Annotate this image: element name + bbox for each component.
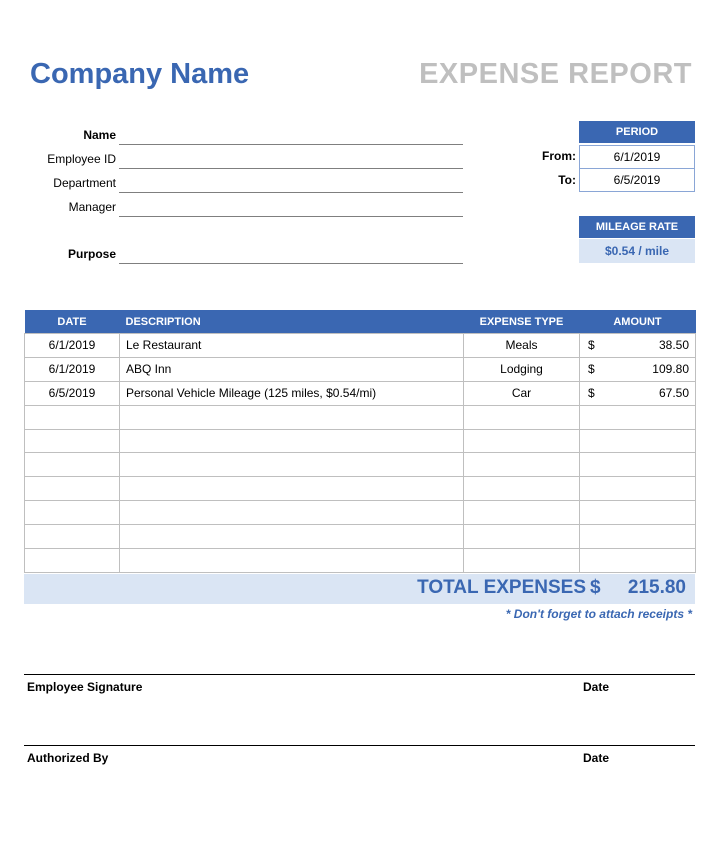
table-header-row xyxy=(25,310,696,334)
description-cell[interactable] xyxy=(120,405,464,429)
expense-type-cell[interactable] xyxy=(464,453,580,477)
description-cell[interactable]: Le Restaurant xyxy=(120,334,464,358)
expense-type-cell[interactable]: Car xyxy=(464,381,580,405)
table-row xyxy=(25,501,696,525)
table-row xyxy=(25,549,696,573)
total-expenses-value: 215.80 xyxy=(627,577,686,598)
amount-cell[interactable] xyxy=(580,549,696,573)
employee-signature-label: Employee Signature xyxy=(27,680,143,694)
description-cell[interactable]: ABQ Inn xyxy=(120,357,464,381)
table-row xyxy=(25,334,696,358)
column-header-expense-type: EXPENSE TYPE xyxy=(464,310,580,334)
description-cell[interactable] xyxy=(120,501,464,525)
period-to-value[interactable]: 6/5/2019 xyxy=(579,168,695,192)
description-cell[interactable] xyxy=(120,429,464,453)
date-cell[interactable] xyxy=(25,429,120,453)
date-cell[interactable] xyxy=(25,453,120,477)
table-row xyxy=(25,405,696,429)
total-currency-symbol: $ xyxy=(590,577,601,598)
period-to-label: To: xyxy=(558,173,576,187)
report-title: EXPENSE REPORT xyxy=(419,58,692,90)
expense-type-cell[interactable]: Meals xyxy=(464,334,580,358)
currency-symbol: $ xyxy=(588,338,595,353)
table-row xyxy=(25,357,696,381)
company-name: Company Name xyxy=(30,58,250,90)
expense-type-cell[interactable]: Lodging xyxy=(464,357,580,381)
description-cell[interactable] xyxy=(120,525,464,549)
column-header-description: DESCRIPTION xyxy=(120,310,464,334)
authorized-by-label: Authorized By xyxy=(27,751,109,765)
description-cell[interactable] xyxy=(120,453,464,477)
employee-signature-line[interactable] xyxy=(24,674,695,675)
date-cell[interactable] xyxy=(25,501,120,525)
date-cell[interactable] xyxy=(25,525,120,549)
mileage-rate-heading: MILEAGE RATE xyxy=(579,216,695,238)
purpose-field[interactable] xyxy=(119,247,463,264)
name-field[interactable] xyxy=(119,128,463,145)
period-from-label: From: xyxy=(542,149,576,163)
date-cell[interactable]: 6/1/2019 xyxy=(25,334,120,358)
date-cell[interactable] xyxy=(25,549,120,573)
table-row xyxy=(25,477,696,501)
expense-type-cell[interactable] xyxy=(464,525,580,549)
table-row xyxy=(25,381,696,405)
date-cell[interactable] xyxy=(25,405,120,429)
description-cell[interactable]: Personal Vehicle Mileage (125 miles, $0.54/mi) xyxy=(120,381,464,405)
date-cell[interactable]: 6/5/2019 xyxy=(25,381,120,405)
table-row xyxy=(25,429,696,453)
department-field[interactable] xyxy=(119,176,463,193)
amount-cell[interactable] xyxy=(580,453,696,477)
period-from-value[interactable]: 6/1/2019 xyxy=(579,145,695,169)
manager-label: Manager xyxy=(68,200,116,214)
receipts-note: * Don't forget to attach receipts * xyxy=(505,607,692,621)
expense-type-cell[interactable] xyxy=(464,405,580,429)
employee-signature-date-label: Date xyxy=(583,680,610,694)
authorized-signature-line[interactable] xyxy=(24,745,695,746)
column-header-amount: AMOUNT xyxy=(580,310,696,334)
amount-cell[interactable] xyxy=(580,381,696,405)
expense-type-cell[interactable] xyxy=(464,477,580,501)
description-cell[interactable] xyxy=(120,549,464,573)
manager-field[interactable] xyxy=(119,200,463,217)
date-cell[interactable]: 6/1/2019 xyxy=(25,357,120,381)
amount-cell[interactable] xyxy=(580,477,696,501)
department-label: Department xyxy=(53,176,116,190)
description-cell[interactable] xyxy=(120,477,464,501)
name-label: Name xyxy=(83,128,116,142)
amount-cell[interactable] xyxy=(580,334,696,358)
table-row xyxy=(25,525,696,549)
employee-id-field[interactable] xyxy=(119,152,463,169)
amount-value: 109.80 xyxy=(652,362,689,377)
currency-symbol: $ xyxy=(588,386,595,401)
period-heading: PERIOD xyxy=(579,121,695,143)
expense-table xyxy=(24,310,696,573)
amount-cell[interactable] xyxy=(580,405,696,429)
table-row xyxy=(25,453,696,477)
column-header-date: DATE xyxy=(25,310,120,334)
amount-cell[interactable] xyxy=(580,357,696,381)
amount-cell[interactable] xyxy=(580,429,696,453)
employee-id-label: Employee ID xyxy=(47,152,116,166)
amount-cell[interactable] xyxy=(580,525,696,549)
date-cell[interactable] xyxy=(25,477,120,501)
expense-type-cell[interactable] xyxy=(464,429,580,453)
currency-symbol: $ xyxy=(588,362,595,377)
amount-cell[interactable] xyxy=(580,501,696,525)
expense-type-cell[interactable] xyxy=(464,501,580,525)
amount-value: 67.50 xyxy=(658,386,689,401)
mileage-rate-value[interactable]: $0.54 / mile xyxy=(579,239,695,263)
authorized-date-label: Date xyxy=(583,751,610,765)
expense-type-cell[interactable] xyxy=(464,549,580,573)
purpose-label: Purpose xyxy=(67,247,116,261)
total-expenses-label: TOTAL EXPENSES xyxy=(417,577,586,598)
amount-value: 38.50 xyxy=(658,338,689,353)
